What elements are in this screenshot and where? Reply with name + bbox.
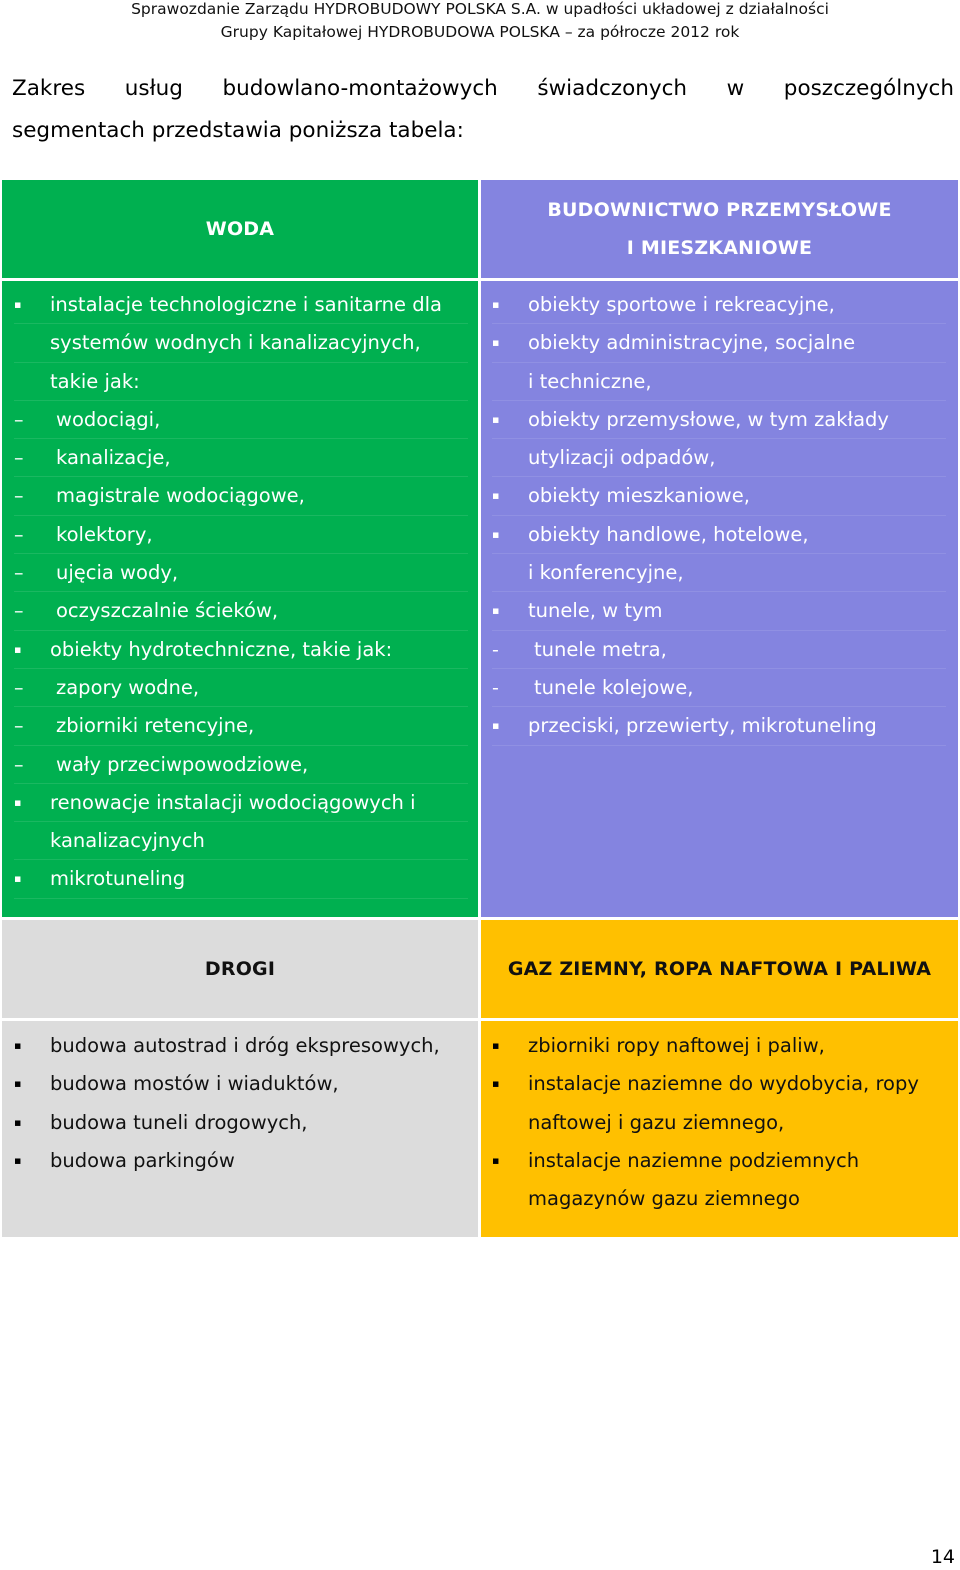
- list-item: [14, 592, 468, 630]
- water-list: [14, 286, 468, 899]
- list-item-text: wodociągi,: [56, 407, 161, 431]
- list-item-text: obiekty administracyjne, socjalne: [528, 331, 856, 355]
- bullet-icon: ▪: [492, 412, 500, 426]
- list-item-text: obiekty hydrotechniczne, takie jak:: [50, 637, 393, 661]
- bullet-icon: ▪: [492, 336, 500, 350]
- list-item-text: obiekty handlowe, hotelowe,: [528, 522, 809, 546]
- list-item-text: magistrale wodociągowe,: [56, 484, 305, 508]
- bullet-icon: ▪: [492, 489, 500, 503]
- list-marker: –: [14, 408, 24, 431]
- roads-list: [14, 1027, 468, 1180]
- list-item: [492, 631, 946, 669]
- gas-body-cell: [481, 1021, 958, 1237]
- list-marker: -: [492, 638, 499, 661]
- list-item: [14, 516, 468, 554]
- list-item: [492, 286, 946, 324]
- bullet-icon: ▪: [14, 1115, 22, 1129]
- bullet-icon: ▪: [14, 642, 22, 656]
- bullet-icon: ▪: [14, 298, 22, 311]
- list-item: [14, 631, 468, 669]
- list-item: [492, 554, 946, 592]
- list-item: [492, 707, 946, 745]
- list-item-text: instalacje naziemne podziemnych: [528, 1148, 860, 1172]
- list-item-text: i konferencyjne,: [528, 561, 684, 585]
- bullet-icon: ▪: [14, 1153, 22, 1167]
- list-item-text: i techniczne,: [528, 369, 652, 393]
- gas-list: [492, 1027, 946, 1218]
- intro-line-1: Zakres usług budowlano-montażowych świadczonych w poszczególnych: [12, 76, 954, 101]
- buildings-title-line-1: BUDOWNICTWO PRZEMYSŁOWE: [547, 199, 892, 221]
- roads-body-cell: [2, 1021, 478, 1237]
- bullet-icon: ▪: [492, 1039, 500, 1052]
- list-item: [14, 746, 468, 784]
- list-item: [14, 324, 468, 362]
- list-item: [14, 707, 468, 745]
- list-item-text: budowa autostrad i dróg ekspresowych,: [50, 1034, 440, 1057]
- list-item-text: budowa tuneli drogowych,: [50, 1110, 308, 1134]
- bullet-icon: ▪: [14, 1077, 22, 1091]
- buildings-header-cell: [481, 180, 958, 278]
- list-item-text: tunele metra,: [534, 637, 667, 661]
- bullet-icon: ▪: [492, 298, 500, 311]
- list-item-text: kolektory,: [56, 522, 153, 546]
- list-item-text: zbiorniki ropy naftowej i paliw,: [528, 1034, 825, 1057]
- list-item: [492, 477, 946, 515]
- intro-line-2: segmentach przedstawia poniższa tabela:: [12, 118, 464, 143]
- list-marker: –: [14, 562, 24, 585]
- list-item-text: kanalizacje,: [56, 446, 171, 470]
- list-item: [14, 669, 468, 707]
- list-item-text: wały przeciwpowodziowe,: [56, 752, 309, 776]
- list-marker: –: [14, 676, 24, 699]
- list-item-text: kanalizacyjnych: [50, 829, 205, 853]
- list-item: [14, 554, 468, 592]
- list-marker: –: [14, 447, 24, 470]
- list-item: [492, 324, 946, 362]
- list-item-text: naftowej i gazu ziemnego,: [528, 1110, 785, 1134]
- list-item-text: zbiorniki retencyjne,: [56, 714, 255, 738]
- buildings-list: [492, 286, 946, 746]
- bullet-icon: ▪: [492, 527, 500, 541]
- roads-header-cell: [2, 920, 478, 1018]
- list-item: [14, 439, 468, 477]
- list-item-text: ujęcia wody,: [56, 561, 179, 585]
- list-marker: –: [14, 523, 24, 546]
- list-marker: –: [14, 715, 24, 738]
- list-item: [492, 1142, 946, 1180]
- buildings-body-cell: [481, 281, 958, 917]
- list-item: [14, 1104, 468, 1142]
- list-item: [14, 1142, 468, 1180]
- list-item: [14, 860, 468, 898]
- bullet-icon: ▪: [14, 1039, 22, 1052]
- list-item-text: mikrotuneling: [50, 867, 186, 891]
- list-item: [492, 516, 946, 554]
- list-item: [492, 1104, 946, 1142]
- bullet-icon: ▪: [14, 872, 22, 886]
- list-item: [492, 1180, 946, 1218]
- bullet-icon: ▪: [492, 604, 500, 618]
- list-item: [14, 401, 468, 439]
- list-marker: -: [492, 676, 499, 699]
- list-item-text: utylizacji odpadów,: [528, 446, 716, 470]
- water-title: WODA: [205, 218, 275, 240]
- water-header-cell: [2, 180, 478, 278]
- list-item: [492, 1027, 946, 1065]
- list-item: [492, 1065, 946, 1103]
- buildings-title: [547, 191, 891, 267]
- list-item-text: oczyszczalnie ścieków,: [56, 599, 279, 623]
- list-item: [14, 822, 468, 860]
- list-item-text: budowa parkingów: [50, 1148, 235, 1172]
- header-line-2: Grupy Kapitałowej HYDROBUDOWA POLSKA – za półrocze 2012 rok: [220, 23, 740, 41]
- list-item: [14, 286, 468, 324]
- list-marker: –: [14, 485, 24, 508]
- list-item-text: obiekty mieszkaniowe,: [528, 484, 750, 508]
- list-item: [14, 784, 468, 822]
- list-item: [14, 1027, 468, 1065]
- list-item: [492, 592, 946, 630]
- water-body-cell: [2, 281, 478, 917]
- list-item-text: zapory wodne,: [56, 675, 200, 699]
- list-marker: –: [14, 600, 24, 623]
- list-item: [14, 477, 468, 515]
- list-item-text: instalacje naziemne do wydobycia, ropy: [528, 1072, 919, 1096]
- list-item-text: przeciski, przewierty, mikrotuneling: [528, 714, 877, 738]
- intro-paragraph: [12, 68, 954, 152]
- bullet-icon: ▪: [492, 1077, 500, 1091]
- list-item-text: tunele kolejowe,: [534, 675, 694, 699]
- list-item-text: systemów wodnych i kanalizacyjnych,: [50, 331, 421, 355]
- roads-title: DROGI: [204, 958, 276, 980]
- list-item: [492, 363, 946, 401]
- list-marker: –: [14, 753, 24, 776]
- list-item-text: instalacje technologiczne i sanitarne dla: [50, 293, 442, 316]
- bullet-icon: ▪: [14, 795, 22, 809]
- list-item-text: obiekty przemysłowe, w tym zakłady: [528, 407, 889, 431]
- list-item: [492, 401, 946, 439]
- page-number: 14: [930, 1546, 955, 1568]
- list-item-text: obiekty sportowe i rekreacyjne,: [528, 293, 835, 316]
- list-item: [14, 1065, 468, 1103]
- gas-title: GAZ ZIEMNY, ROPA NAFTOWA I PALIWA: [507, 958, 932, 980]
- list-item-text: takie jak:: [50, 369, 140, 393]
- list-item: [14, 363, 468, 401]
- gas-header-cell: [481, 920, 958, 1018]
- header-line-1: Sprawozdanie Zarządu HYDROBUDOWY POLSKA S.A. w upadłości układowej z działalności: [131, 0, 829, 18]
- list-item-text: tunele, w tym: [528, 599, 663, 623]
- list-item-text: renowacje instalacji wodociągowych i: [50, 790, 416, 814]
- list-item: [492, 439, 946, 477]
- buildings-title-line-2: I MIESZKANIOWE: [626, 237, 813, 259]
- bullet-icon: ▪: [492, 1153, 500, 1167]
- bullet-icon: ▪: [492, 719, 500, 733]
- list-item-text: budowa mostów i wiaduktów,: [50, 1072, 339, 1096]
- list-item: [492, 669, 946, 707]
- list-item-text: magazynów gazu ziemnego: [528, 1187, 800, 1211]
